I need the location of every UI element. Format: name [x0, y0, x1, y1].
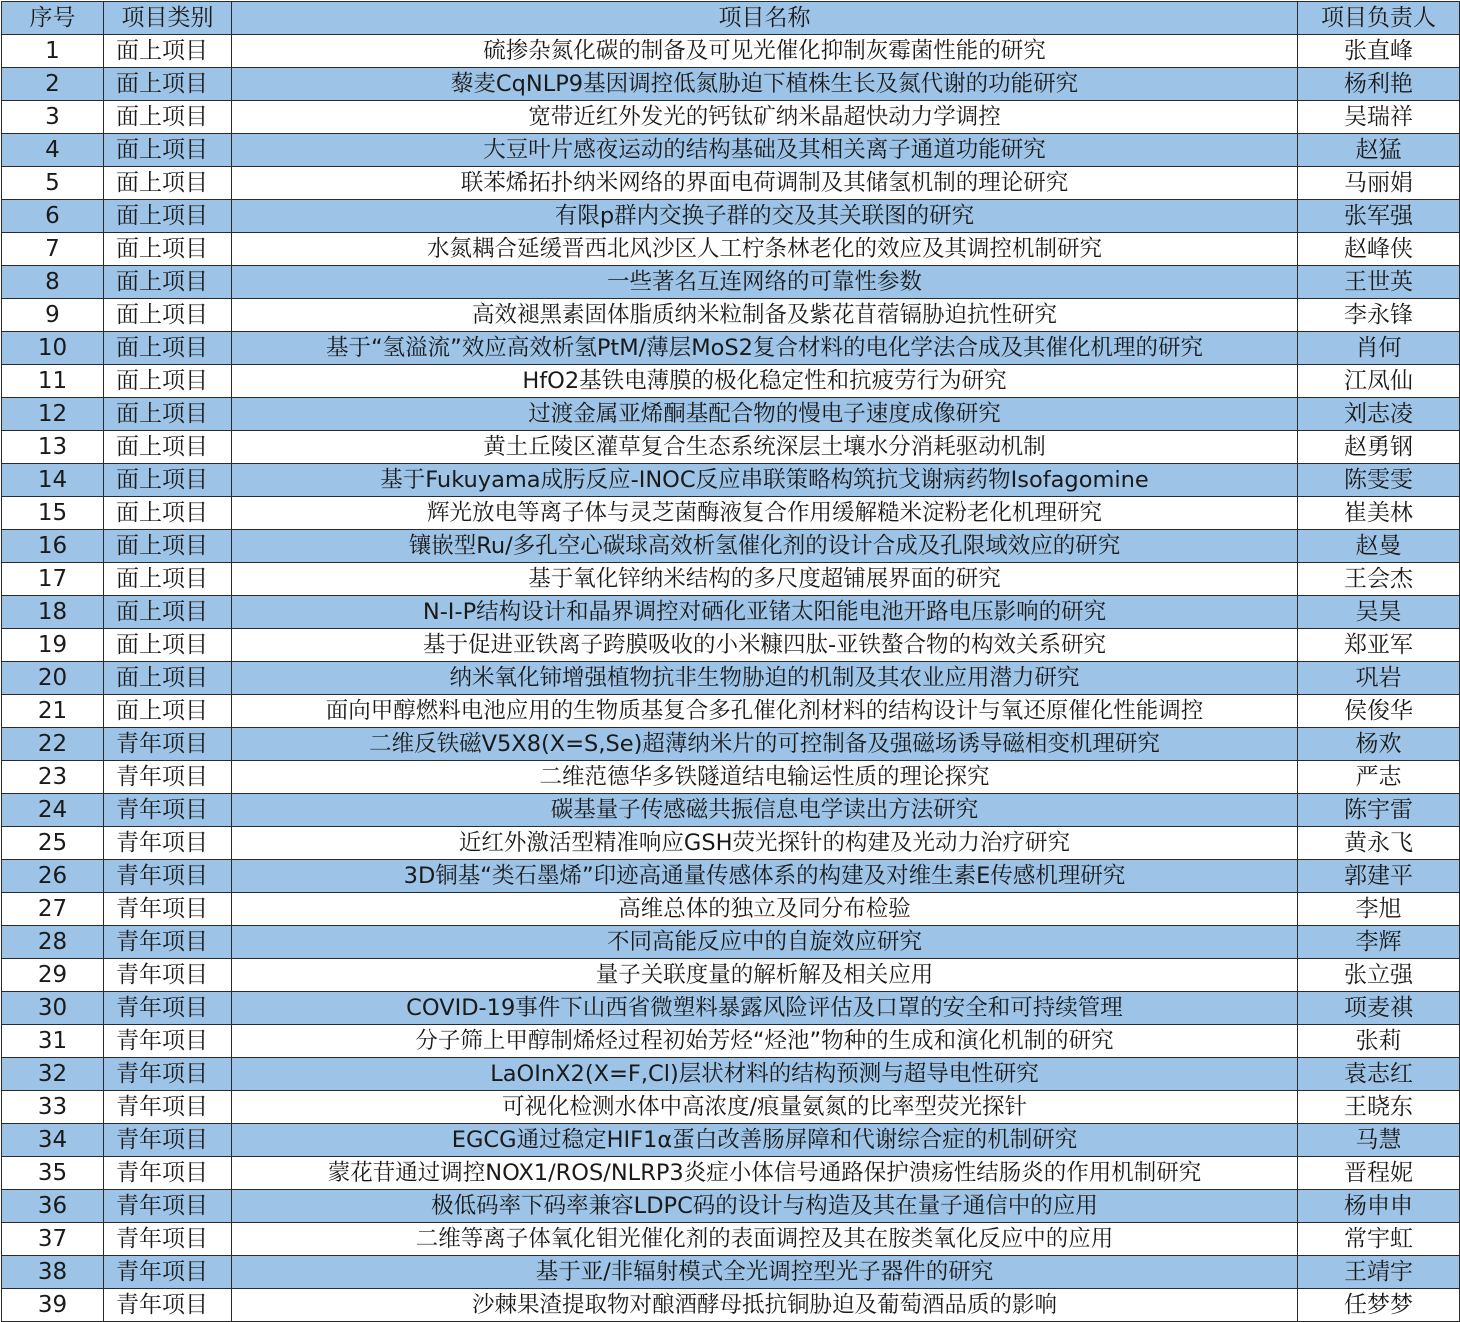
project-category-cell: 青年项目: [104, 827, 232, 860]
serial-number-cell: 22: [2, 728, 104, 761]
project-lead-cell: 郑亚军: [1298, 629, 1460, 662]
serial-number-cell: 14: [2, 464, 104, 497]
project-name-cell: 镶嵌型Ru/多孔空心碳球高效析氢催化剂的设计合成及孔限域效应的研究: [232, 530, 1298, 563]
project-category-cell: 面上项目: [104, 398, 232, 431]
project-name-cell: HfO2基铁电薄膜的极化稳定性和抗疲劳行为研究: [232, 365, 1298, 398]
table-row: [2, 761, 1460, 794]
serial-number-cell: 19: [2, 629, 104, 662]
project-lead-cell: 王会杰: [1298, 563, 1460, 596]
project-lead-cell: 王世英: [1298, 266, 1460, 299]
header-project-category: 项目类别: [104, 2, 232, 35]
serial-number-cell: 27: [2, 893, 104, 926]
table-row: [2, 662, 1460, 695]
project-category-cell: 面上项目: [104, 101, 232, 134]
project-name-cell: 辉光放电等离子体与灵芝菌酶液复合作用缓解糙米淀粉老化机理研究: [232, 497, 1298, 530]
table-row: [2, 926, 1460, 959]
table-row: [2, 332, 1460, 365]
serial-number-cell: 23: [2, 761, 104, 794]
project-category-cell: 青年项目: [104, 1256, 232, 1289]
project-name-cell: 不同高能反应中的自旋效应研究: [232, 926, 1298, 959]
project-lead-cell: 晋程妮: [1298, 1157, 1460, 1190]
project-lead-cell: 李永锋: [1298, 299, 1460, 332]
table-row: [2, 365, 1460, 398]
serial-number-cell: 32: [2, 1058, 104, 1091]
serial-number-cell: 15: [2, 497, 104, 530]
project-category-cell: 面上项目: [104, 563, 232, 596]
serial-number-cell: 36: [2, 1190, 104, 1223]
table-row: [2, 497, 1460, 530]
project-category-cell: 青年项目: [104, 893, 232, 926]
table-row: [2, 1223, 1460, 1256]
project-name-cell: 二维范德华多铁隧道结电输运性质的理论探究: [232, 761, 1298, 794]
project-lead-cell: 吴昊: [1298, 596, 1460, 629]
table-row: [2, 530, 1460, 563]
serial-number-cell: 37: [2, 1223, 104, 1256]
project-name-cell: 基于Fukuyama成肟反应-INOC反应串联策略构筑抗戈谢病药物Isofagomine: [232, 464, 1298, 497]
project-name-cell: 二维反铁磁V5X8(X=S,Se)超薄纳米片的可控制备及强磁场诱导磁相变机理研究: [232, 728, 1298, 761]
table-row: [2, 1091, 1460, 1124]
project-category-cell: 面上项目: [104, 596, 232, 629]
table-row: [2, 200, 1460, 233]
project-category-cell: 面上项目: [104, 497, 232, 530]
project-category-cell: 面上项目: [104, 332, 232, 365]
project-name-cell: N-I-P结构设计和晶界调控对硒化亚锗太阳能电池开路电压影响的研究: [232, 596, 1298, 629]
project-category-cell: 青年项目: [104, 860, 232, 893]
table-row: [2, 1058, 1460, 1091]
table-row: [2, 398, 1460, 431]
project-lead-cell: 张军强: [1298, 200, 1460, 233]
serial-number-cell: 34: [2, 1124, 104, 1157]
project-name-cell: 联苯烯拓扑纳米网络的界面电荷调制及其储氢机制的理论研究: [232, 167, 1298, 200]
header-project-lead: 项目负责人: [1298, 2, 1460, 35]
project-category-cell: 面上项目: [104, 530, 232, 563]
table-row: [2, 695, 1460, 728]
header-project-name: 项目名称: [232, 2, 1298, 35]
serial-number-cell: 24: [2, 794, 104, 827]
project-lead-cell: 郭建平: [1298, 860, 1460, 893]
project-name-cell: 有限p群内交换子群的交及其关联图的研究: [232, 200, 1298, 233]
project-name-cell: 分子筛上甲醇制烯烃过程初始芳烃“烃池”物种的生成和演化机制的研究: [232, 1025, 1298, 1058]
serial-number-cell: 20: [2, 662, 104, 695]
table-row: [2, 893, 1460, 926]
project-lead-cell: 陈宇雷: [1298, 794, 1460, 827]
serial-number-cell: 7: [2, 233, 104, 266]
table-row: [2, 35, 1460, 68]
project-category-cell: 青年项目: [104, 1058, 232, 1091]
project-lead-cell: 张立强: [1298, 959, 1460, 992]
serial-number-cell: 18: [2, 596, 104, 629]
serial-number-cell: 35: [2, 1157, 104, 1190]
project-name-cell: 过渡金属亚烯酮基配合物的慢电子速度成像研究: [232, 398, 1298, 431]
serial-number-cell: 28: [2, 926, 104, 959]
project-lead-cell: 侯俊华: [1298, 695, 1460, 728]
table-row: [2, 1289, 1460, 1322]
serial-number-cell: 11: [2, 365, 104, 398]
table-row: [2, 1256, 1460, 1289]
project-category-cell: 青年项目: [104, 794, 232, 827]
project-name-cell: 碳基量子传感磁共振信息电学读出方法研究: [232, 794, 1298, 827]
project-lead-cell: 任梦梦: [1298, 1289, 1460, 1322]
project-category-cell: 面上项目: [104, 200, 232, 233]
project-category-cell: 面上项目: [104, 662, 232, 695]
table-row: [2, 563, 1460, 596]
project-name-cell: 基于氧化锌纳米结构的多尺度超铺展界面的研究: [232, 563, 1298, 596]
serial-number-cell: 21: [2, 695, 104, 728]
project-name-cell: 蒙花苷通过调控NOX1/ROS/NLRP3炎症小体信号通路保护溃疡性结肠炎的作用机制研究: [232, 1157, 1298, 1190]
project-category-cell: 青年项目: [104, 1223, 232, 1256]
project-name-cell: 黄土丘陵区灌草复合生态系统深层土壤水分消耗驱动机制: [232, 431, 1298, 464]
project-name-cell: 高效褪黑素固体脂质纳米粒制备及紫花苜蓿镉胁迫抗性研究: [232, 299, 1298, 332]
project-lead-cell: 江凤仙: [1298, 365, 1460, 398]
project-lead-cell: 肖何: [1298, 332, 1460, 365]
table-row: [2, 827, 1460, 860]
project-lead-cell: 王靖宇: [1298, 1256, 1460, 1289]
table-row: [2, 233, 1460, 266]
serial-number-cell: 30: [2, 992, 104, 1025]
project-name-cell: 极低码率下码率兼容LDPC码的设计与构造及其在量子通信中的应用: [232, 1190, 1298, 1223]
serial-number-cell: 3: [2, 101, 104, 134]
project-lead-cell: 王晓东: [1298, 1091, 1460, 1124]
project-lead-cell: 马慧: [1298, 1124, 1460, 1157]
project-lead-cell: 李辉: [1298, 926, 1460, 959]
project-category-cell: 青年项目: [104, 1157, 232, 1190]
project-name-cell: EGCG通过稳定HIF1α蛋白改善肠屏障和代谢综合症的机制研究: [232, 1124, 1298, 1157]
project-lead-cell: 崔美林: [1298, 497, 1460, 530]
project-category-cell: 青年项目: [104, 1124, 232, 1157]
table-row: [2, 167, 1460, 200]
serial-number-cell: 25: [2, 827, 104, 860]
table-row: [2, 992, 1460, 1025]
table-row: [2, 266, 1460, 299]
serial-number-cell: 38: [2, 1256, 104, 1289]
project-lead-cell: 刘志凌: [1298, 398, 1460, 431]
serial-number-cell: 17: [2, 563, 104, 596]
serial-number-cell: 5: [2, 167, 104, 200]
project-category-cell: 面上项目: [104, 35, 232, 68]
project-lead-cell: 马丽娟: [1298, 167, 1460, 200]
serial-number-cell: 8: [2, 266, 104, 299]
project-lead-cell: 陈雯雯: [1298, 464, 1460, 497]
table-body: [2, 35, 1460, 1322]
table-row: [2, 464, 1460, 497]
project-category-cell: 青年项目: [104, 992, 232, 1025]
project-name-cell: 藜麦CqNLP9基因调控低氮胁迫下植株生长及氮代谢的功能研究: [232, 68, 1298, 101]
table-row: [2, 68, 1460, 101]
serial-number-cell: 39: [2, 1289, 104, 1322]
serial-number-cell: 31: [2, 1025, 104, 1058]
table-row: [2, 431, 1460, 464]
project-name-cell: 纳米氧化铈增强植物抗非生物胁迫的机制及其农业应用潜力研究: [232, 662, 1298, 695]
project-lead-cell: 常宇虹: [1298, 1223, 1460, 1256]
project-lead-cell: 杨利艳: [1298, 68, 1460, 101]
project-category-cell: 青年项目: [104, 1190, 232, 1223]
project-name-cell: 高维总体的独立及同分布检验: [232, 893, 1298, 926]
table-row: [2, 1190, 1460, 1223]
table-row: [2, 101, 1460, 134]
project-lead-cell: 项麦祺: [1298, 992, 1460, 1025]
project-category-cell: 青年项目: [104, 959, 232, 992]
project-category-cell: 青年项目: [104, 728, 232, 761]
table-row: [2, 1124, 1460, 1157]
serial-number-cell: 29: [2, 959, 104, 992]
project-lead-cell: 张直峰: [1298, 35, 1460, 68]
table-row: [2, 629, 1460, 662]
project-lead-cell: 张莉: [1298, 1025, 1460, 1058]
project-category-cell: 面上项目: [104, 299, 232, 332]
project-lead-cell: 吴瑞祥: [1298, 101, 1460, 134]
serial-number-cell: 10: [2, 332, 104, 365]
table-header-row: [2, 2, 1460, 35]
project-category-cell: 面上项目: [104, 431, 232, 464]
project-category-cell: 青年项目: [104, 1025, 232, 1058]
serial-number-cell: 6: [2, 200, 104, 233]
project-lead-cell: 巩岩: [1298, 662, 1460, 695]
project-category-cell: 面上项目: [104, 68, 232, 101]
project-lead-cell: 李旭: [1298, 893, 1460, 926]
project-name-cell: 二维等离子体氧化钼光催化剂的表面调控及其在胺类氧化反应中的应用: [232, 1223, 1298, 1256]
project-lead-cell: 赵曼: [1298, 530, 1460, 563]
project-category-cell: 面上项目: [104, 365, 232, 398]
project-name-cell: 面向甲醇燃料电池应用的生物质基复合多孔催化剂材料的结构设计与氧还原催化性能调控: [232, 695, 1298, 728]
project-category-cell: 面上项目: [104, 167, 232, 200]
project-lead-cell: 袁志红: [1298, 1058, 1460, 1091]
project-category-cell: 面上项目: [104, 266, 232, 299]
project-lead-cell: 杨欢: [1298, 728, 1460, 761]
table-row: [2, 959, 1460, 992]
project-name-cell: 可视化检测水体中高浓度/痕量氨氮的比率型荧光探针: [232, 1091, 1298, 1124]
serial-number-cell: 2: [2, 68, 104, 101]
project-lead-cell: 赵猛: [1298, 134, 1460, 167]
project-lead-cell: 赵勇钢: [1298, 431, 1460, 464]
serial-number-cell: 1: [2, 35, 104, 68]
project-category-cell: 青年项目: [104, 926, 232, 959]
serial-number-cell: 13: [2, 431, 104, 464]
table-row: [2, 860, 1460, 893]
project-category-cell: 青年项目: [104, 761, 232, 794]
project-category-cell: 面上项目: [104, 233, 232, 266]
project-category-cell: 青年项目: [104, 1289, 232, 1322]
table-row: [2, 1025, 1460, 1058]
project-name-cell: COVID-19事件下山西省微塑料暴露风险评估及口罩的安全和可持续管理: [232, 992, 1298, 1025]
serial-number-cell: 12: [2, 398, 104, 431]
serial-number-cell: 33: [2, 1091, 104, 1124]
project-name-cell: 3D铜基“类石墨烯”印迹高通量传感体系的构建及对维生素E传感机理研究: [232, 860, 1298, 893]
project-name-cell: 基于“氢溢流”效应高效析氢PtM/薄层MoS2复合材料的电化学法合成及其催化机理的研究: [232, 332, 1298, 365]
project-category-cell: 面上项目: [104, 695, 232, 728]
project-name-cell: 宽带近红外发光的钙钛矿纳米晶超快动力学调控: [232, 101, 1298, 134]
project-name-cell: 基于亚/非辐射模式全光调控型光子器件的研究: [232, 1256, 1298, 1289]
table-row: [2, 299, 1460, 332]
serial-number-cell: 26: [2, 860, 104, 893]
project-name-cell: LaOInX2(X=F,Cl)层状材料的结构预测与超导电性研究: [232, 1058, 1298, 1091]
serial-number-cell: 16: [2, 530, 104, 563]
serial-number-cell: 9: [2, 299, 104, 332]
project-name-cell: 量子关联度量的解析解及相关应用: [232, 959, 1298, 992]
project-lead-cell: 黄永飞: [1298, 827, 1460, 860]
project-lead-cell: 赵峰侠: [1298, 233, 1460, 266]
project-category-cell: 青年项目: [104, 1091, 232, 1124]
project-lead-cell: 严志: [1298, 761, 1460, 794]
project-lead-cell: 杨申申: [1298, 1190, 1460, 1223]
project-category-cell: 面上项目: [104, 464, 232, 497]
project-name-cell: 硫掺杂氮化碳的制备及可见光催化抑制灰霉菌性能的研究: [232, 35, 1298, 68]
project-table: [1, 1, 1460, 1322]
table-row: [2, 794, 1460, 827]
project-category-cell: 面上项目: [104, 629, 232, 662]
table-row: [2, 1157, 1460, 1190]
project-name-cell: 大豆叶片感夜运动的结构基础及其相关离子通道功能研究: [232, 134, 1298, 167]
project-name-cell: 近红外激活型精准响应GSH荧光探针的构建及光动力治疗研究: [232, 827, 1298, 860]
project-name-cell: 沙棘果渣提取物对酿酒酵母抵抗铜胁迫及葡萄酒品质的影响: [232, 1289, 1298, 1322]
project-category-cell: 面上项目: [104, 134, 232, 167]
project-name-cell: 基于促进亚铁离子跨膜吸收的小米糠四肽-亚铁螯合物的构效关系研究: [232, 629, 1298, 662]
project-name-cell: 水氮耦合延缓晋西北风沙区人工柠条林老化的效应及其调控机制研究: [232, 233, 1298, 266]
table-row: [2, 728, 1460, 761]
header-serial-number: 序号: [2, 2, 104, 35]
serial-number-cell: 4: [2, 134, 104, 167]
table-row: [2, 596, 1460, 629]
project-name-cell: 一些著名互连网络的可靠性参数: [232, 266, 1298, 299]
table-row: [2, 134, 1460, 167]
